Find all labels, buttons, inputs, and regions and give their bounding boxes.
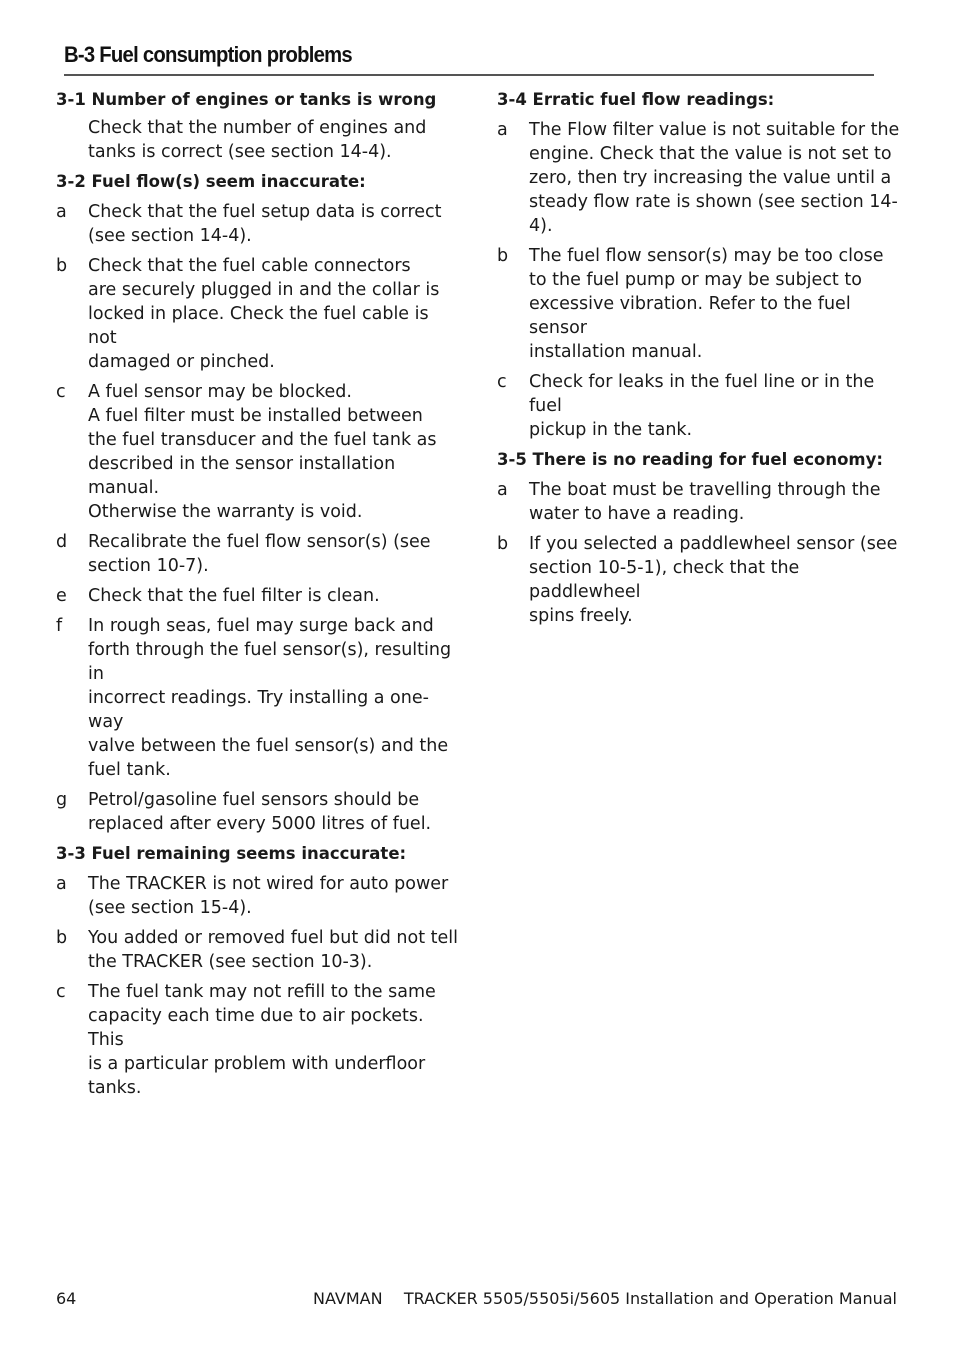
list-item-letter: d xyxy=(56,532,68,552)
list-item xyxy=(497,478,902,526)
right-column xyxy=(497,88,902,634)
list-item-text: The Flow filter value is not suitable for the engine. Check that the value is not set to zero, then try increasing the value until a steady flow rate is shown (see section 14-4). xyxy=(529,120,900,236)
footer-manual-title: TRACKER 5505/5505i/5605 Installation and Operation Manual xyxy=(403,1289,897,1308)
list-item-letter: a xyxy=(497,480,508,500)
list-item-letter: b xyxy=(497,246,509,266)
list-item-letter: c xyxy=(56,982,66,1002)
list-item-letter: a xyxy=(497,120,508,140)
section-paragraph: Check that the number of engines and tanks is correct (see section 14-4). xyxy=(88,118,427,162)
list-item-letter: f xyxy=(56,616,63,636)
list-item-text: A fuel sensor may be blocked. A fuel filter must be installed between the fuel transducer and the fuel tank as described in the sensor installation manual. Otherwise the warranty is void. xyxy=(88,382,437,522)
list-item xyxy=(497,118,902,238)
section-heading: 3-5 There is no reading for fuel economy: xyxy=(497,450,883,469)
title-rule xyxy=(64,74,874,76)
section-heading: 3-4 Erratic fuel flow readings: xyxy=(497,90,775,109)
list-item-text: The boat must be travelling through the water to have a reading. xyxy=(529,480,881,524)
list-item-text: Check that the fuel setup data is correct (see section 14-4). xyxy=(88,202,442,246)
left-column xyxy=(56,88,460,1106)
list-item xyxy=(56,530,460,578)
list-item xyxy=(56,872,460,920)
list-item-text: The TRACKER is not wired for auto power (see section 15-4). xyxy=(88,874,449,918)
list-item xyxy=(56,980,460,1100)
list-item-text: The fuel flow sensor(s) may be too close to the fuel pump or may be subject to excessive vibration. Refer to the fuel sensor installation manual. xyxy=(529,246,884,362)
list-item-text: The fuel tank may not refill to the same capacity each time due to air pockets. This is a particular problem with underfloor tanks. xyxy=(88,982,436,1098)
list-item-text: In rough seas, fuel may surge back and forth through the fuel sensor(s), resulting in incorrect readings. Try installing a one-way valve between the fuel sensor(s) and the fuel tank. xyxy=(88,616,452,780)
list-item-text: Petrol/gasoline fuel sensors should be replaced after every 5000 litres of fuel. xyxy=(88,790,432,834)
list-item-letter: b xyxy=(56,928,68,948)
list-item-text: If you selected a paddlewheel sensor (see section 10-5-1), check that the paddlewheel spins freely. xyxy=(529,534,898,626)
list-item xyxy=(56,614,460,782)
list-item xyxy=(56,788,460,836)
list-item-letter: a xyxy=(56,202,67,222)
page-title: B-3 Fuel consumption problems xyxy=(64,42,352,67)
section-heading: 3-1 Number of engines or tanks is wrong xyxy=(56,90,437,109)
list-item xyxy=(56,926,460,974)
list-item xyxy=(497,370,902,442)
list-item xyxy=(497,244,902,364)
list-item xyxy=(56,200,460,248)
list-item-letter: g xyxy=(56,790,68,810)
list-item-text: Recalibrate the fuel flow sensor(s) (see section 10-7). xyxy=(88,532,431,576)
list-item-text: You added or removed fuel but did not tell the TRACKER (see section 10-3). xyxy=(88,928,458,972)
list-item-letter: c xyxy=(56,382,66,402)
list-item xyxy=(56,380,460,524)
footer-brand: NAVMAN xyxy=(313,1289,383,1308)
list-item xyxy=(497,532,902,628)
list-item xyxy=(56,584,460,608)
list-item xyxy=(56,254,460,374)
list-item-text: Check that the fuel cable connectors are securely plugged in and the collar is locked in place. Check the fuel cable is not damaged or pinched. xyxy=(88,256,440,372)
section-heading: 3-2 Fuel flow(s) seem inaccurate: xyxy=(56,172,366,191)
footer-page-number: 64 xyxy=(56,1289,77,1308)
list-item-text: Check for leaks in the fuel line or in the fuel pickup in the tank. xyxy=(529,372,875,440)
section-heading: 3-3 Fuel remaining seems inaccurate: xyxy=(56,844,407,863)
list-item-letter: b xyxy=(497,534,509,554)
list-item-letter: e xyxy=(56,586,67,606)
list-item-letter: a xyxy=(56,874,67,894)
list-item-letter: b xyxy=(56,256,68,276)
list-item-text: Check that the fuel filter is clean. xyxy=(88,586,380,606)
list-item-letter: c xyxy=(497,372,507,392)
